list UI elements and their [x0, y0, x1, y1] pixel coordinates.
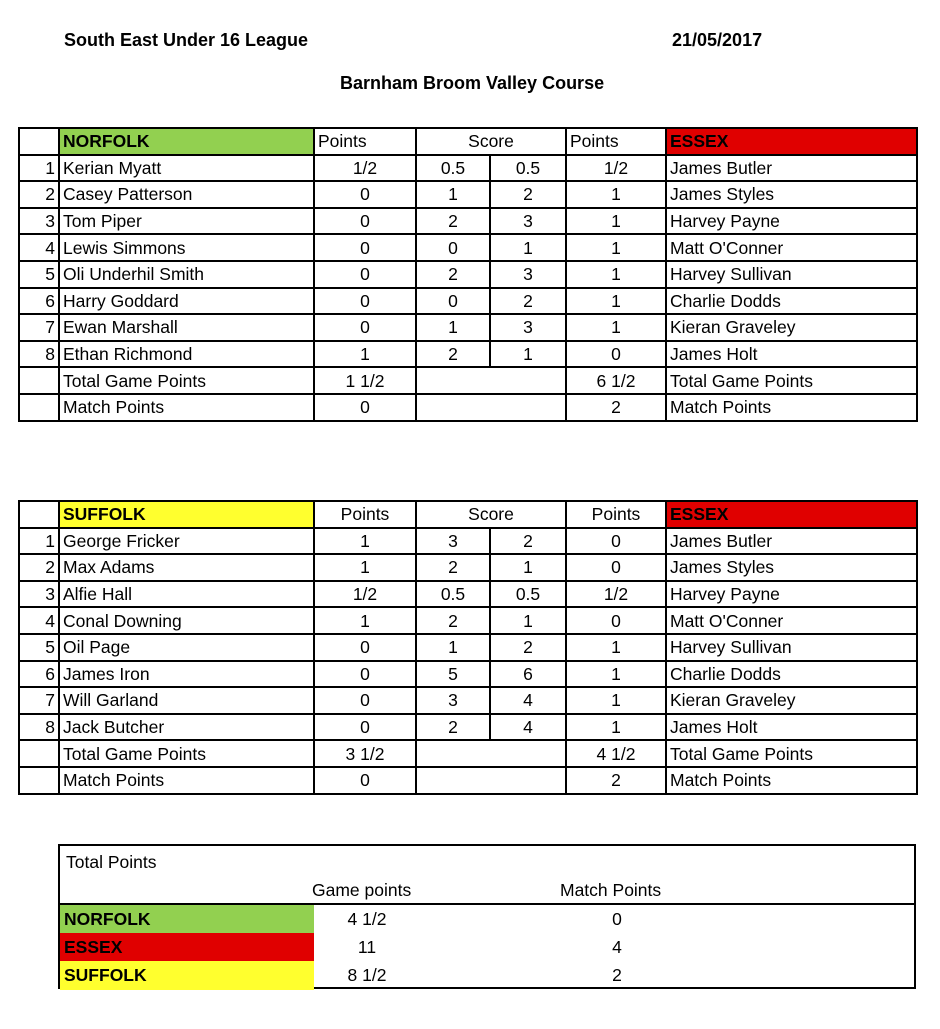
blank-cell [416, 740, 490, 767]
away-score: 3 [490, 314, 566, 341]
home-score: 2 [416, 261, 490, 288]
away-points-header: Points [566, 128, 666, 155]
away-player-points: 1 [566, 661, 666, 688]
home-player-name: Lewis Simmons [59, 234, 314, 261]
away-player-name: James Styles [666, 181, 917, 208]
blank-cell [490, 394, 566, 421]
away-score: 0.5 [490, 155, 566, 182]
away-player-name: Charlie Dodds [666, 661, 917, 688]
home-points-header: Points [314, 128, 416, 155]
away-score: 2 [490, 528, 566, 555]
summary-game-points: 11 [357, 937, 377, 957]
blank-cell [490, 740, 566, 767]
summary-game-points: 4 1/2 [347, 909, 387, 929]
home-player-points: 0 [314, 208, 416, 235]
match-home-points: 0 [314, 394, 416, 421]
blank-cell [19, 367, 59, 394]
blank-cell [19, 740, 59, 767]
home-player-points: 0 [314, 261, 416, 288]
away-score: 3 [490, 261, 566, 288]
summary-match-points: 2 [612, 965, 622, 985]
total-home-points: 1 1/2 [314, 367, 416, 394]
home-player-points: 0 [314, 661, 416, 688]
table-row [19, 554, 917, 581]
away-player-name: James Holt [666, 341, 917, 368]
blank-cell [19, 394, 59, 421]
table-row [19, 528, 917, 555]
table-row [19, 687, 917, 714]
summary-match-points: 0 [612, 909, 622, 929]
home-score: 1 [416, 181, 490, 208]
home-player-name: Oil Page [59, 634, 314, 661]
away-player-points: 1 [566, 314, 666, 341]
rank-cell: 6 [19, 661, 59, 688]
away-player-points: 0 [566, 554, 666, 581]
home-player-points: 0 [314, 288, 416, 315]
table-row [19, 288, 917, 315]
summary-row-norfolk [60, 905, 914, 934]
away-player-points: 1 [566, 208, 666, 235]
away-player-points: 1 [566, 714, 666, 741]
away-score: 1 [490, 554, 566, 581]
table-header-row [19, 501, 917, 528]
match-away-points: 2 [566, 394, 666, 421]
away-score: 4 [490, 687, 566, 714]
home-score: 5 [416, 661, 490, 688]
away-player-points: 1 [566, 181, 666, 208]
table-row [19, 208, 917, 235]
match-label-away: Match Points [666, 394, 917, 421]
away-score: 2 [490, 634, 566, 661]
home-player-name: Casey Patterson [59, 181, 314, 208]
away-player-points: 1 [566, 288, 666, 315]
rank-cell: 3 [19, 581, 59, 608]
away-player-points: 1 [566, 634, 666, 661]
rank-cell: 5 [19, 261, 59, 288]
norfolk-vs-essex-table [18, 127, 918, 422]
away-player-name: Charlie Dodds [666, 288, 917, 315]
home-player-points: 1 [314, 554, 416, 581]
rank-cell: 3 [19, 208, 59, 235]
total-home-points: 3 1/2 [314, 740, 416, 767]
summary-team-name: SUFFOLK [60, 961, 314, 990]
rank-cell: 5 [19, 634, 59, 661]
away-player-name: Kieran Graveley [666, 687, 917, 714]
venue-title: Barnham Broom Valley Course [340, 73, 605, 93]
table-row [19, 261, 917, 288]
match-points-header: Match Points [560, 880, 662, 900]
table-row [19, 234, 917, 261]
home-score: 2 [416, 554, 490, 581]
home-points-header: Points [314, 501, 416, 528]
away-player-name: Matt O'Conner [666, 607, 917, 634]
blank-cell [490, 367, 566, 394]
rank-cell: 1 [19, 155, 59, 182]
away-score: 1 [490, 234, 566, 261]
away-score: 0.5 [490, 581, 566, 608]
away-player-name: Matt O'Conner [666, 234, 917, 261]
home-player-name: Ethan Richmond [59, 341, 314, 368]
total-label-home: Total Game Points [59, 740, 314, 767]
match-date: 21/05/2017 [672, 30, 763, 50]
home-score: 0.5 [416, 155, 490, 182]
blank-cell [416, 767, 490, 794]
blank-cell [416, 394, 490, 421]
home-team-header: SUFFOLK [59, 501, 314, 528]
rank-cell: 2 [19, 181, 59, 208]
league-title: South East Under 16 League [64, 30, 309, 50]
home-player-points: 1 [314, 607, 416, 634]
home-score: 0.5 [416, 581, 490, 608]
rank-cell: 8 [19, 341, 59, 368]
away-player-name: James Styles [666, 554, 917, 581]
away-score: 3 [490, 208, 566, 235]
home-score: 0 [416, 288, 490, 315]
home-player-name: Conal Downing [59, 607, 314, 634]
home-player-name: Will Garland [59, 687, 314, 714]
table-row [19, 181, 917, 208]
total-away-points: 4 1/2 [566, 740, 666, 767]
home-player-points: 1/2 [314, 581, 416, 608]
summary-title: Total Points [66, 852, 157, 872]
match-home-points: 0 [314, 767, 416, 794]
total-label-away: Total Game Points [666, 740, 917, 767]
home-player-name: Oli Underhil Smith [59, 261, 314, 288]
rank-cell: 4 [19, 234, 59, 261]
match-points-row [19, 767, 917, 794]
home-player-points: 1 [314, 341, 416, 368]
summary-game-points: 8 1/2 [347, 965, 387, 985]
home-player-name: Jack Butcher [59, 714, 314, 741]
match-label-away: Match Points [666, 767, 917, 794]
home-player-name: Max Adams [59, 554, 314, 581]
home-score: 3 [416, 687, 490, 714]
home-player-name: James Iron [59, 661, 314, 688]
summary-row-essex [60, 933, 914, 962]
home-player-points: 1/2 [314, 155, 416, 182]
away-team-header: ESSEX [666, 128, 917, 155]
away-player-points: 0 [566, 528, 666, 555]
match-label-home: Match Points [59, 767, 314, 794]
rank-cell: 7 [19, 687, 59, 714]
summary-row-suffolk [60, 961, 914, 990]
away-points-header: Points [566, 501, 666, 528]
away-player-points: 1/2 [566, 155, 666, 182]
home-player-points: 0 [314, 314, 416, 341]
away-team-header: ESSEX [666, 501, 917, 528]
total-game-points-row [19, 367, 917, 394]
home-score: 1 [416, 314, 490, 341]
rank-header [19, 501, 59, 528]
blank-cell [490, 767, 566, 794]
away-score: 6 [490, 661, 566, 688]
away-score: 1 [490, 341, 566, 368]
home-player-name: Alfie Hall [59, 581, 314, 608]
home-player-name: Kerian Myatt [59, 155, 314, 182]
rank-cell: 8 [19, 714, 59, 741]
rank-cell: 1 [19, 528, 59, 555]
home-score: 1 [416, 634, 490, 661]
table-row [19, 581, 917, 608]
away-score: 2 [490, 288, 566, 315]
rank-cell: 2 [19, 554, 59, 581]
table-row [19, 341, 917, 368]
home-team-header: NORFOLK [59, 128, 314, 155]
score-header: Score [416, 501, 566, 528]
away-score: 2 [490, 181, 566, 208]
total-label-home: Total Game Points [59, 367, 314, 394]
away-player-name: James Butler [666, 528, 917, 555]
match-points-row [19, 394, 917, 421]
suffolk-vs-essex-table [18, 500, 918, 795]
summary-team-name: ESSEX [60, 933, 314, 962]
total-points-summary [58, 844, 916, 989]
home-player-points: 0 [314, 181, 416, 208]
home-player-name: Ewan Marshall [59, 314, 314, 341]
total-label-away: Total Game Points [666, 367, 917, 394]
home-player-points: 0 [314, 714, 416, 741]
total-game-points-row [19, 740, 917, 767]
away-player-name: Kieran Graveley [666, 314, 917, 341]
score-header: Score [416, 128, 566, 155]
away-player-points: 1 [566, 687, 666, 714]
table-row [19, 607, 917, 634]
home-score: 2 [416, 714, 490, 741]
away-score: 4 [490, 714, 566, 741]
away-player-name: James Butler [666, 155, 917, 182]
home-player-name: Harry Goddard [59, 288, 314, 315]
home-player-name: Tom Piper [59, 208, 314, 235]
home-score: 2 [416, 607, 490, 634]
home-score: 2 [416, 341, 490, 368]
table-header-row [19, 128, 917, 155]
away-player-points: 0 [566, 341, 666, 368]
away-player-name: Harvey Sullivan [666, 634, 917, 661]
rank-header [19, 128, 59, 155]
rank-cell: 6 [19, 288, 59, 315]
table-row [19, 634, 917, 661]
summary-match-points: 4 [612, 937, 622, 957]
away-player-points: 0 [566, 607, 666, 634]
table-row [19, 714, 917, 741]
away-player-points: 1 [566, 234, 666, 261]
home-score: 2 [416, 208, 490, 235]
away-player-name: Harvey Payne [666, 581, 917, 608]
away-player-name: Harvey Payne [666, 208, 917, 235]
match-label-home: Match Points [59, 394, 314, 421]
blank-cell [416, 367, 490, 394]
summary-team-name: NORFOLK [60, 905, 314, 934]
home-player-points: 0 [314, 634, 416, 661]
home-player-points: 1 [314, 528, 416, 555]
home-player-points: 0 [314, 687, 416, 714]
rank-cell: 4 [19, 607, 59, 634]
home-score: 3 [416, 528, 490, 555]
blank-cell [19, 767, 59, 794]
rank-cell: 7 [19, 314, 59, 341]
home-player-name: George Fricker [59, 528, 314, 555]
home-score: 0 [416, 234, 490, 261]
table-row [19, 314, 917, 341]
table-row [19, 661, 917, 688]
away-player-points: 1/2 [566, 581, 666, 608]
home-player-points: 0 [314, 234, 416, 261]
match-away-points: 2 [566, 767, 666, 794]
away-score: 1 [490, 607, 566, 634]
away-player-name: Harvey Sullivan [666, 261, 917, 288]
total-away-points: 6 1/2 [566, 367, 666, 394]
away-player-name: James Holt [666, 714, 917, 741]
table-row [19, 155, 917, 182]
game-points-header: Game points [312, 880, 412, 900]
away-player-points: 1 [566, 261, 666, 288]
